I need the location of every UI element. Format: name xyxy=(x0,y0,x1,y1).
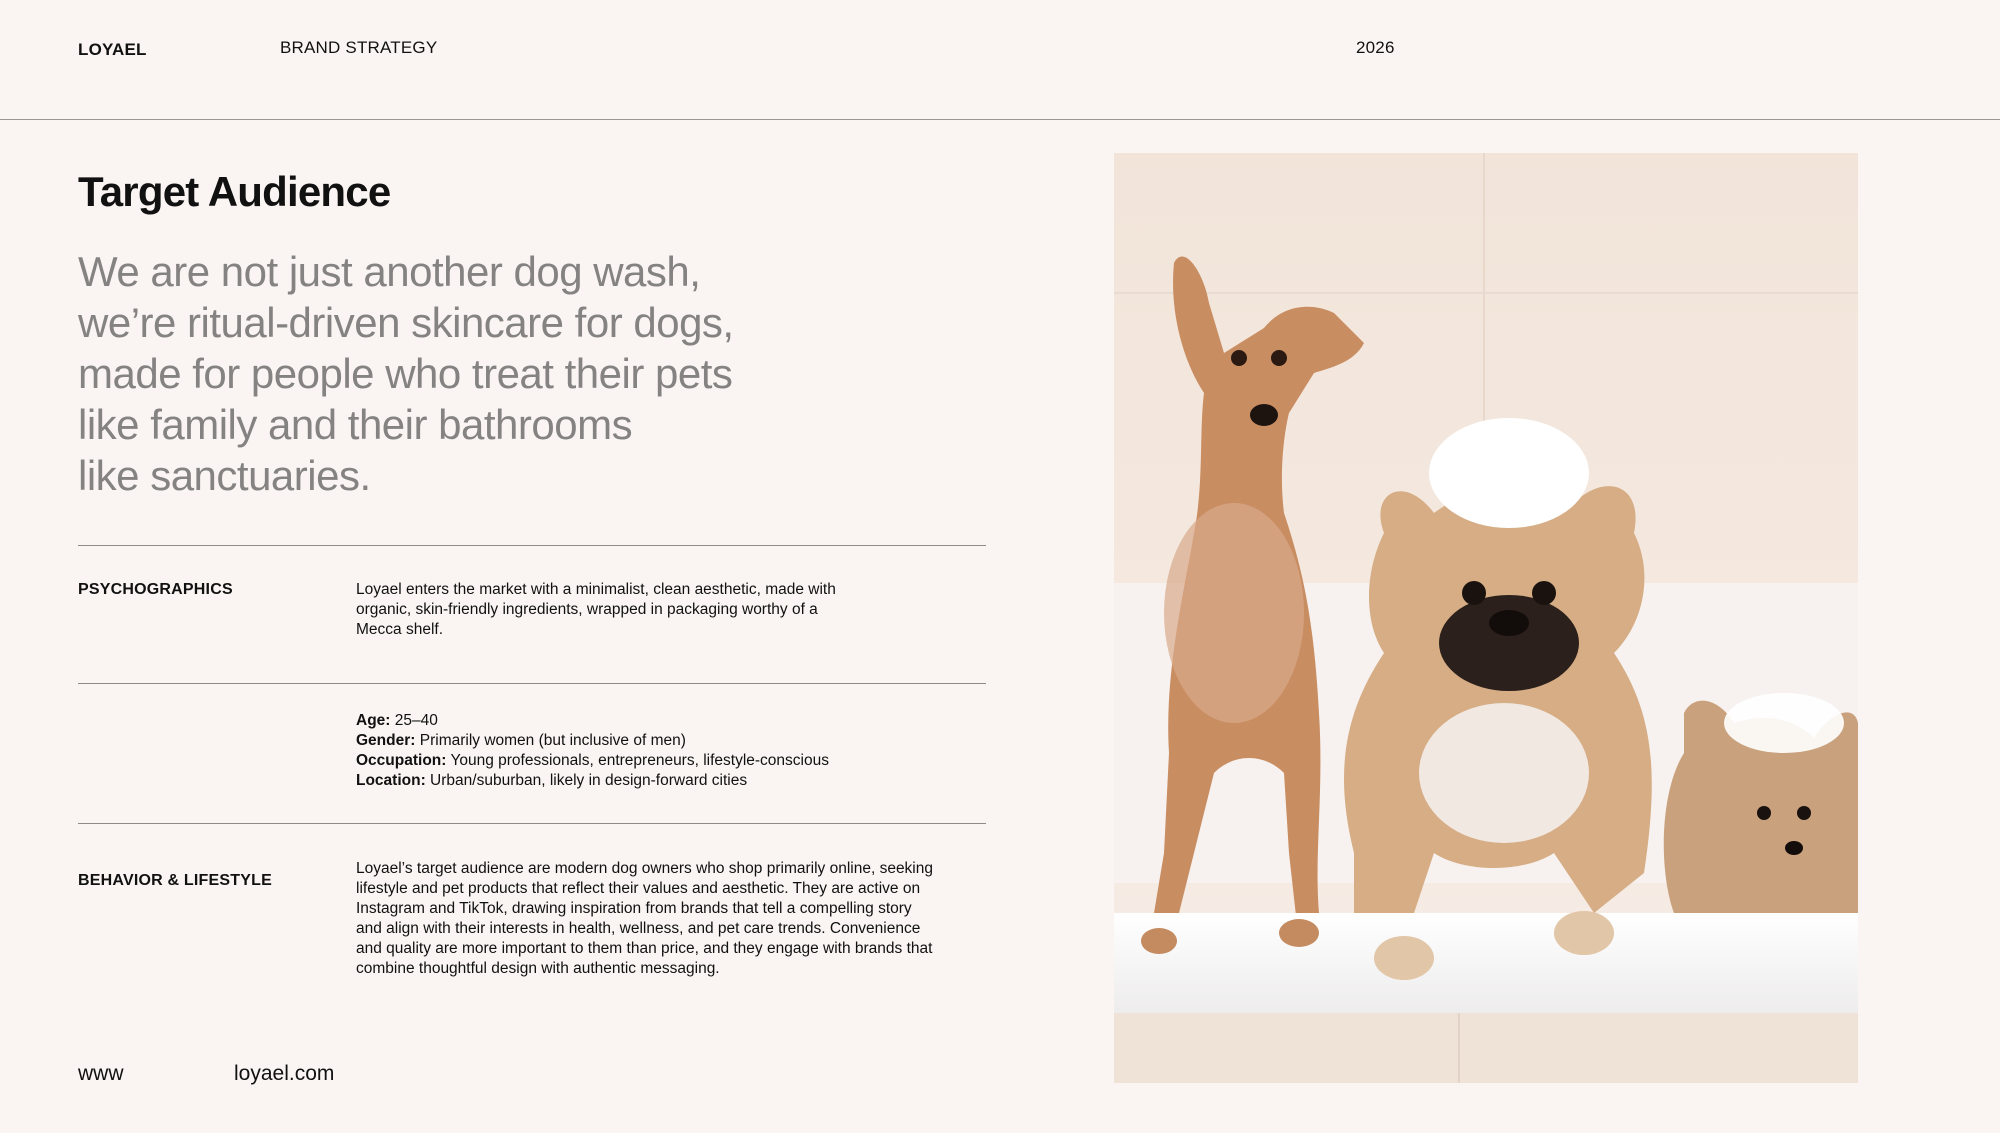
audience-statement: We are not just another dog wash, we’re ritual-driven skincare for dogs, made for people who treat their pets like family and their bathrooms like sanctuaries. xyxy=(78,248,734,499)
demographic-gender xyxy=(356,731,976,751)
section-title: BRAND STRATEGY xyxy=(280,38,438,57)
demographic-age xyxy=(356,711,976,731)
demographic-key: Gender: xyxy=(356,732,416,749)
divider-3 xyxy=(78,823,986,824)
demographic-value: 25–40 xyxy=(390,712,438,729)
psychographics-label: PSYCHOGRAPHICS xyxy=(78,581,233,598)
demographics-list xyxy=(356,711,976,791)
demographic-key: Age: xyxy=(356,712,391,729)
page-title: Target Audience xyxy=(78,168,391,215)
behavior-text: Loyael’s target audience are modern dog owners who shop primarily online, seeking lifestyle and pet products that reflect their values and aesthetic. They are active on Instagram and TikTok, drawing inspiration from brands that tell a compelling story and align with their interests in health, wellness, and pet care trends. Convenience and quality are more important to them than price, and they engage with brands that combine thoughtful design with authentic messaging. xyxy=(356,860,933,977)
psychographics-text: Loyael enters the market with a minimalist, clean aesthetic, made with organic, skin-friendly ingredients, wrapped in packaging worthy of a Mecca shelf. xyxy=(356,581,836,638)
dogs-bath-photo xyxy=(1114,153,1858,1083)
demographic-key: Location: xyxy=(356,772,426,789)
demographic-occupation xyxy=(356,751,976,771)
demographic-value: Primarily women (but inclusive of men) xyxy=(415,732,686,749)
divider-2 xyxy=(78,683,986,684)
demographic-key: Occupation: xyxy=(356,752,447,769)
demographic-value: Young professionals, entrepreneurs, lifestyle-conscious xyxy=(446,752,829,769)
year-label: 2026 xyxy=(1356,38,1395,57)
footer-url[interactable]: loyael.com xyxy=(234,1062,335,1085)
demographic-location xyxy=(356,771,976,791)
behavior-label: BEHAVIOR & LIFESTYLE xyxy=(78,872,272,889)
header-divider xyxy=(0,119,2000,120)
footer-www: www xyxy=(78,1062,124,1085)
brand-name: LOYAEL xyxy=(78,40,147,59)
divider-1 xyxy=(78,545,986,546)
demographic-value: Urban/suburban, likely in design-forward cities xyxy=(425,772,748,789)
